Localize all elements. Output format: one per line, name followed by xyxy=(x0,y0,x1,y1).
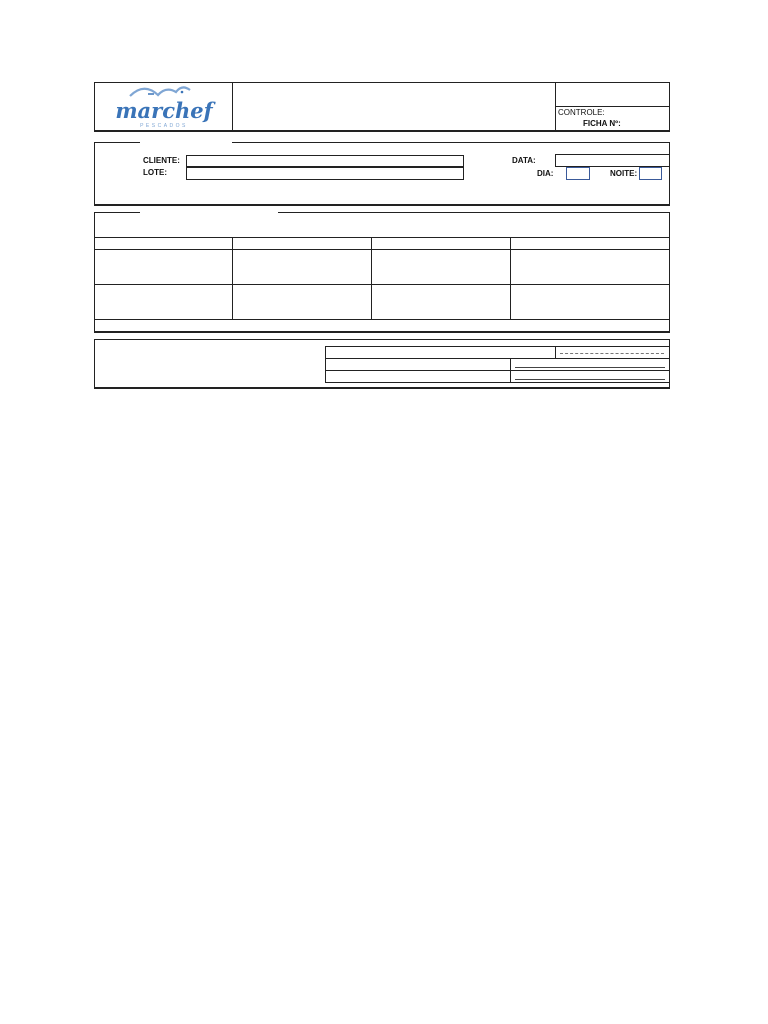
data-field[interactable] xyxy=(555,154,670,167)
header-divider-left xyxy=(232,82,233,132)
client-section-title-gap xyxy=(140,141,232,144)
header-divider-controle xyxy=(555,106,670,107)
controle-label: CONTROLE: xyxy=(558,108,605,117)
signature-divider-top xyxy=(555,346,556,358)
table-cell-r1c4[interactable] xyxy=(511,250,669,284)
table-cell-r2c2[interactable] xyxy=(233,285,371,319)
noite-checkbox[interactable] xyxy=(639,167,662,180)
table-cell-r1c2[interactable] xyxy=(233,250,371,284)
company-logo xyxy=(110,82,220,130)
lote-label: LOTE: xyxy=(143,168,167,177)
dia-checkbox[interactable] xyxy=(566,167,590,180)
noite-label: NOITE: xyxy=(610,169,638,178)
ficha-label: FICHA Nº: xyxy=(583,119,621,128)
table-header-top xyxy=(94,237,670,238)
signature-grid xyxy=(325,346,670,383)
data-label: DATA: xyxy=(512,156,536,165)
lote-field[interactable] xyxy=(186,167,464,180)
table-section-title-gap xyxy=(140,211,278,214)
table-cell-r1c1[interactable] xyxy=(95,250,232,284)
table-footer-line xyxy=(94,319,670,320)
signature-row-1-line xyxy=(325,358,670,359)
signature-divider-bottom xyxy=(510,358,511,383)
signature-line-1[interactable] xyxy=(560,353,664,354)
cliente-field[interactable] xyxy=(186,155,464,167)
logo-sub-text: PESCADOS xyxy=(140,123,188,129)
logo-fish-icon xyxy=(110,82,220,130)
signature-line-2[interactable] xyxy=(515,367,665,368)
table-cell-r2c1[interactable] xyxy=(95,285,232,319)
table-cell-r2c4[interactable] xyxy=(511,285,669,319)
table-cell-r2c3[interactable] xyxy=(372,285,510,319)
signature-line-3[interactable] xyxy=(515,379,665,380)
logo-brand-text: marchef xyxy=(115,98,213,123)
signature-row-2-line xyxy=(325,370,670,371)
header-divider-right xyxy=(555,82,556,132)
dia-label: DIA: xyxy=(537,169,554,178)
cliente-label: CLIENTE: xyxy=(143,156,180,165)
table-cell-r1c3[interactable] xyxy=(372,250,510,284)
